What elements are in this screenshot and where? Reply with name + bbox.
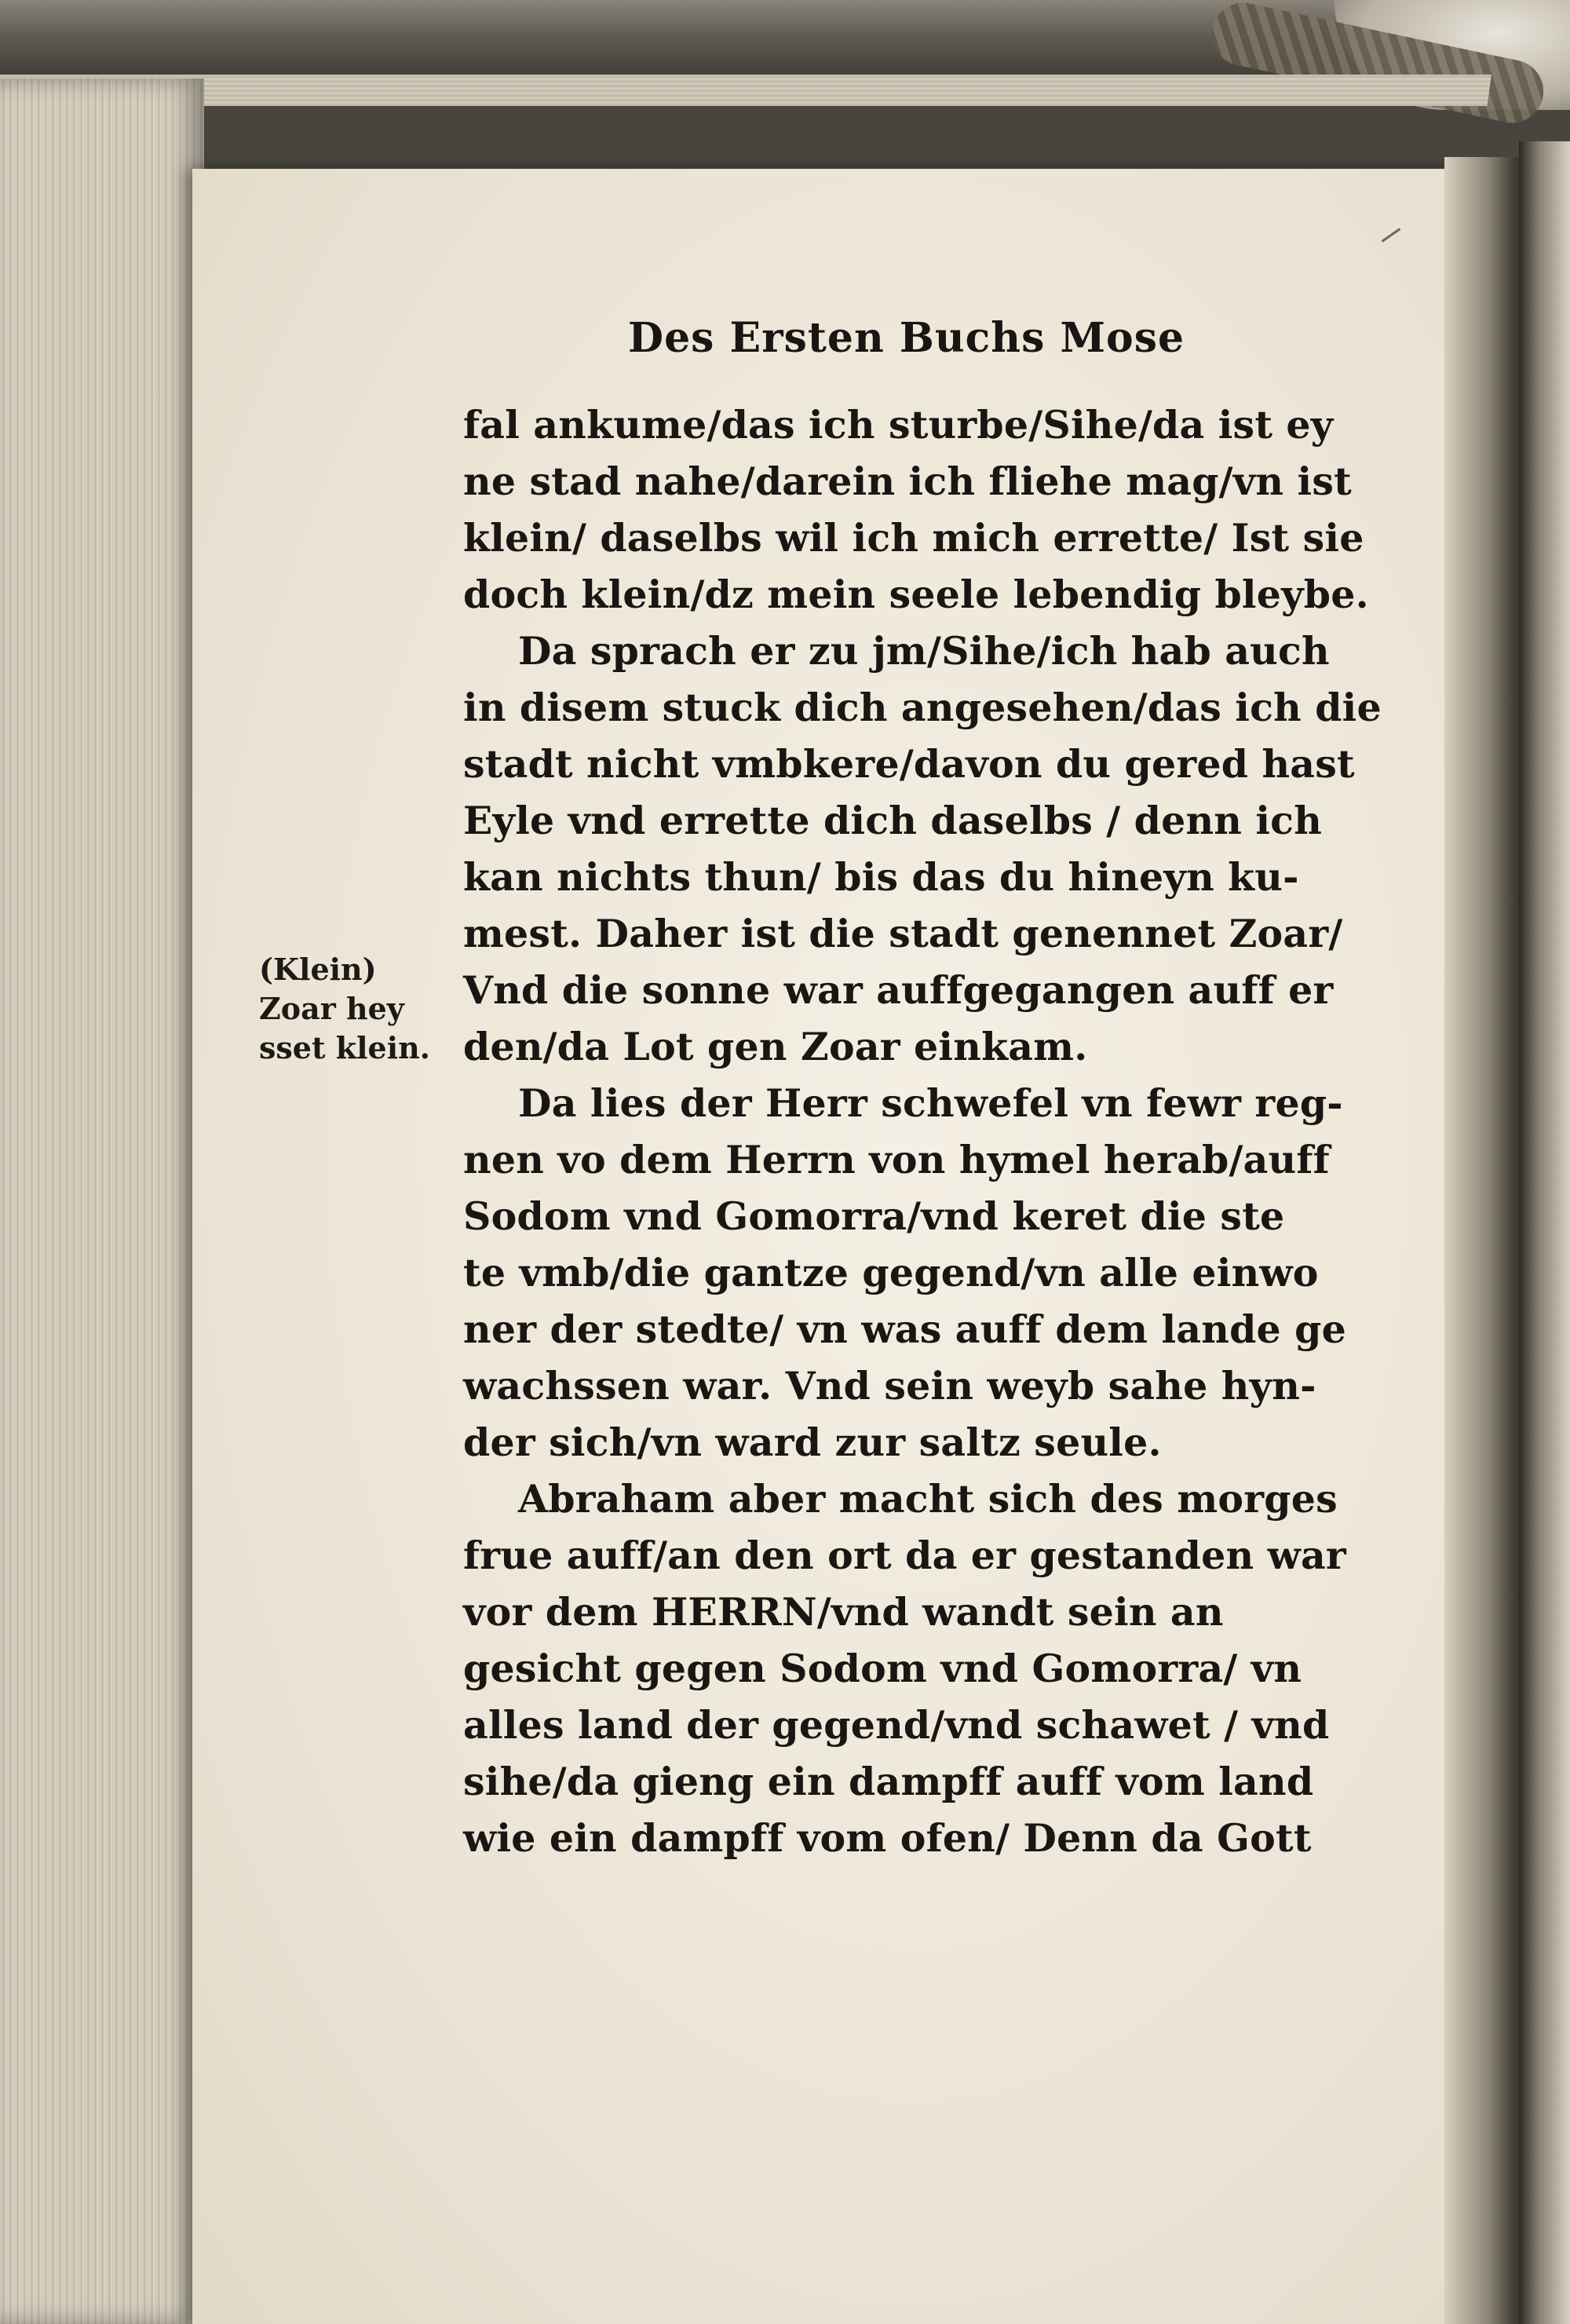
running-head: Des Ersten Buchs Mose bbox=[628, 314, 1185, 362]
text-line: kan nichts thun/ bis das du hineyn ku- bbox=[463, 854, 1299, 900]
text-line: doch klein/dz mein seele lebendig bleybe. bbox=[463, 572, 1369, 617]
text-line: Vnd die sonne war auffgegangen auff er bbox=[463, 967, 1334, 1013]
margin-note-line: Zoar hey bbox=[259, 991, 404, 1026]
body-text bbox=[463, 396, 1405, 1866]
right-page-edge bbox=[1519, 141, 1570, 2324]
text-line: mest. Daher ist die stadt genennet Zoar/ bbox=[463, 911, 1343, 956]
text-line: gesicht gegen Sodom vnd Gomorra/ vn bbox=[463, 1646, 1302, 1691]
text-line: frue auff/an den ort da er gestanden war bbox=[463, 1533, 1346, 1578]
text-line: ner der stedte/ vn was auff dem lande ge bbox=[463, 1306, 1346, 1352]
margin-note-line: sset klein. bbox=[259, 1030, 430, 1065]
text-line: der sich/vn ward zur saltz seule. bbox=[463, 1420, 1162, 1465]
text-line: te vmb/die gantze gegend/vn alle einwo bbox=[463, 1250, 1319, 1295]
text-line: fal ankume/das ich sturbe/Sihe/da ist ey bbox=[463, 402, 1334, 448]
text-line: den/da Lot gen Zoar einkam. bbox=[463, 1024, 1088, 1069]
text-line: in disem stuck dich angesehen/das ich die bbox=[463, 685, 1382, 730]
text-line: wachssen war. Vnd sein weyb sahe hyn- bbox=[463, 1363, 1316, 1409]
text-line: Da sprach er zu jm/Sihe/ich hab auch bbox=[518, 628, 1330, 674]
text-line: nen vo dem Herrn von hymel herab/auff bbox=[463, 1137, 1330, 1182]
page-stack-top bbox=[0, 75, 1492, 106]
text-line: alles land der gegend/vnd schawet / vnd bbox=[463, 1702, 1330, 1748]
margin-note bbox=[259, 950, 447, 1068]
text-line: wie ein dampff vom ofen/ Denn da Gott bbox=[463, 1815, 1312, 1861]
text-line: sihe/da gieng ein dampff auff vom land bbox=[463, 1759, 1314, 1804]
text-line: Da lies der Herr schwefel vn fewr reg- bbox=[518, 1080, 1343, 1126]
text-line: stadt nicht vmbkere/davon du gered hast bbox=[463, 741, 1355, 787]
margin-note-line: (Klein) bbox=[259, 952, 377, 987]
text-line: ne stad nahe/darein ich fliehe mag/vn ist bbox=[463, 459, 1352, 504]
page-stack-edge bbox=[0, 79, 204, 2324]
text-line: Abraham aber macht sich des morges bbox=[518, 1476, 1338, 1522]
text-line: vor dem HERRN/vnd wandt sein an bbox=[463, 1589, 1224, 1635]
text-line: klein/ daselbs wil ich mich errette/ Ist sie bbox=[463, 515, 1364, 561]
text-line: Eyle vnd errette dich daselbs / denn ich bbox=[463, 798, 1323, 843]
text-line: Sodom vnd Gomorra/vnd keret die ste bbox=[463, 1193, 1285, 1239]
